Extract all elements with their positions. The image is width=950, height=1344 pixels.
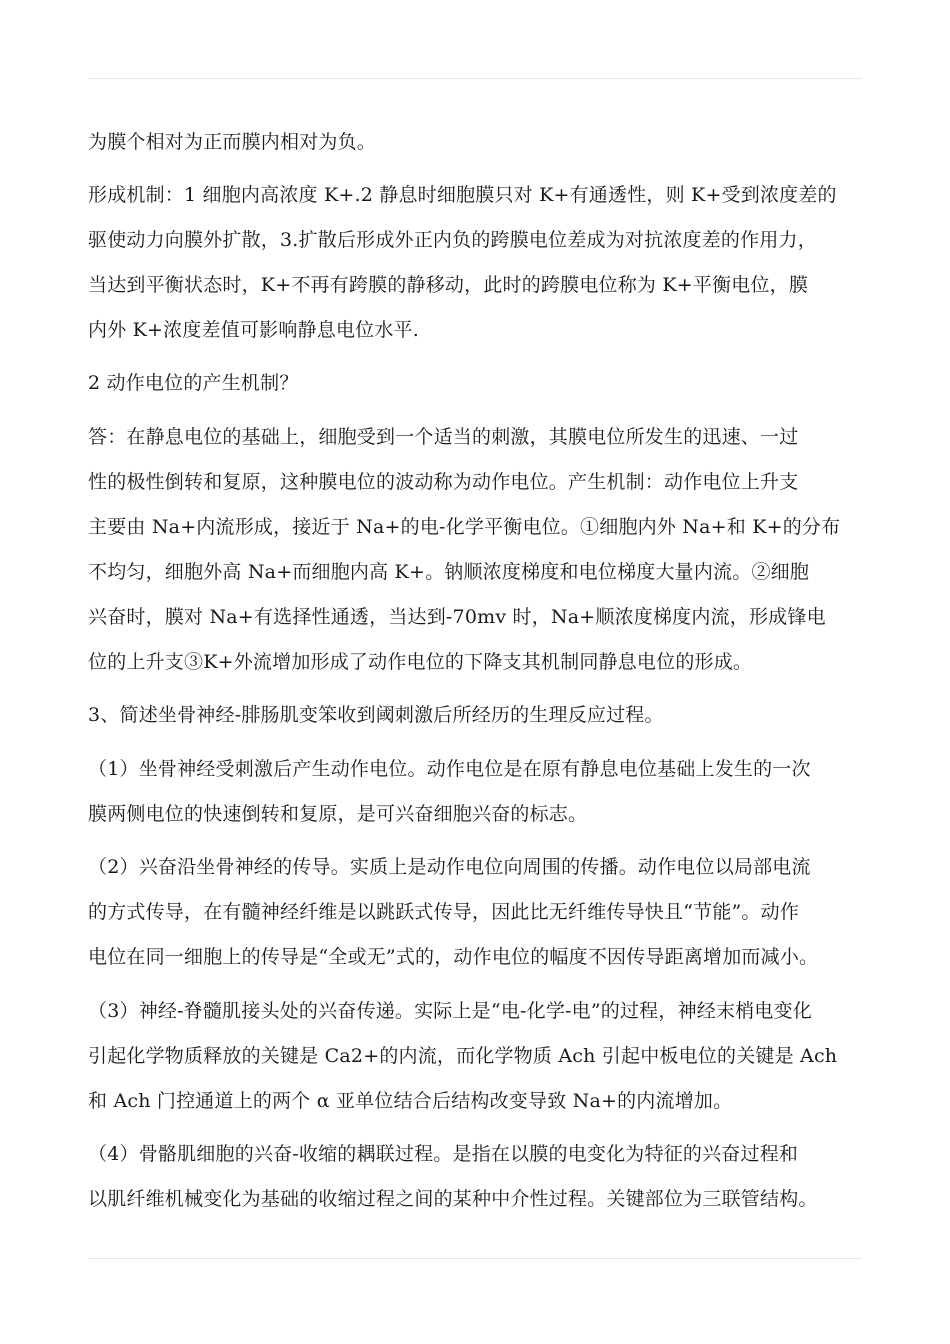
text-line: 兴奋时，膜对 Na+有选择性通透，当达到-70mv 时，Na+顺浓度梯度内流，形成锋电: [88, 606, 826, 628]
text-line: 驱使动力向膜外扩散，3.扩散后形成外正内负的跨膜电位差成为对抗浓度差的作用力，: [88, 229, 817, 251]
text-line: 引起化学物质释放的关键是 Ca2+的内流，而化学物质 Ach 引起中板电位的关键是 Ach: [88, 1045, 838, 1067]
text-line: 的方式传导，在有髓神经纤维是以跳跃式传导，因此比无纤维传导快且“节能”。动作: [88, 901, 800, 923]
question-heading: 2 动作电位的产生机制？: [88, 372, 299, 394]
text-line: 当达到平衡状态时，K+不再有跨膜的静移动，此时的跨膜电位称为 K+平衡电位，膜: [88, 274, 809, 296]
text-line: 答：在静息电位的基础上，细胞受到一个适当的刺激，其膜电位所发生的迅速、一过: [88, 426, 799, 448]
text-line: 性的极性倒转和复原，这种膜电位的波动称为动作电位。产生机制：动作电位上升支: [88, 471, 799, 493]
text-line: 膜两侧电位的快速倒转和复原，是可兴奋细胞兴奋的标志。: [88, 803, 588, 825]
text-line: 以肌纤维机械变化为基础的收缩过程之间的某种中介性过程。关键部位为三联管结构。: [88, 1188, 818, 1210]
text-line: 位的上升支③K+外流增加形成了动作电位的下降支其机制同静息电位的形成。: [88, 651, 753, 673]
text-line: （2）兴奋沿坐骨神经的传导。实质上是动作电位向周围的传播。动作电位以局部电流: [88, 856, 811, 878]
text-line: 为膜个相对为正而膜内相对为负。: [88, 131, 377, 153]
text-line: 电位在同一细胞上的传导是“全或无”式的，动作电位的幅度不因传导距离增加而减小。: [88, 946, 819, 968]
text-line: （4）骨骼肌细胞的兴奋-收缩的耦联过程。是指在以膜的电变化为特征的兴奋过程和: [88, 1143, 799, 1165]
footer-rule: [88, 1258, 862, 1259]
question-heading: 3、简述坐骨神经-腓肠肌变笨收到阈刺激后所经历的生理反应过程。: [88, 704, 664, 726]
text-line: 主要由 Na+内流形成，接近于 Na+的电-化学平衡电位。①细胞内外 Na+和 K+的分布: [88, 516, 841, 538]
text-line: 不均匀，细胞外高 Na+而细胞内高 K+。钠顺浓度梯度和电位梯度大量内流。②细胞: [88, 561, 810, 583]
text-line: （1）坐骨神经受刺激后产生动作电位。动作电位是在原有静息电位基础上发生的一次: [88, 758, 811, 780]
header-rule: [88, 78, 862, 79]
text-line: （3）神经-脊髓肌接头处的兴奋传递。实际上是“电-化学-电”的过程，神经末梢电变化: [88, 1000, 812, 1022]
text-line: 和 Ach 门控通道上的两个 α 亚单位结合后结构改变导致 Na+的内流增加。: [88, 1090, 733, 1112]
text-line: 形成机制：1 细胞内高浓度 K+.2 静息时细胞膜只对 K+有通透性，则 K+受到浓度差的: [88, 184, 837, 206]
text-line: 内外 K+浓度差值可影响静息电位水平.: [88, 319, 419, 341]
